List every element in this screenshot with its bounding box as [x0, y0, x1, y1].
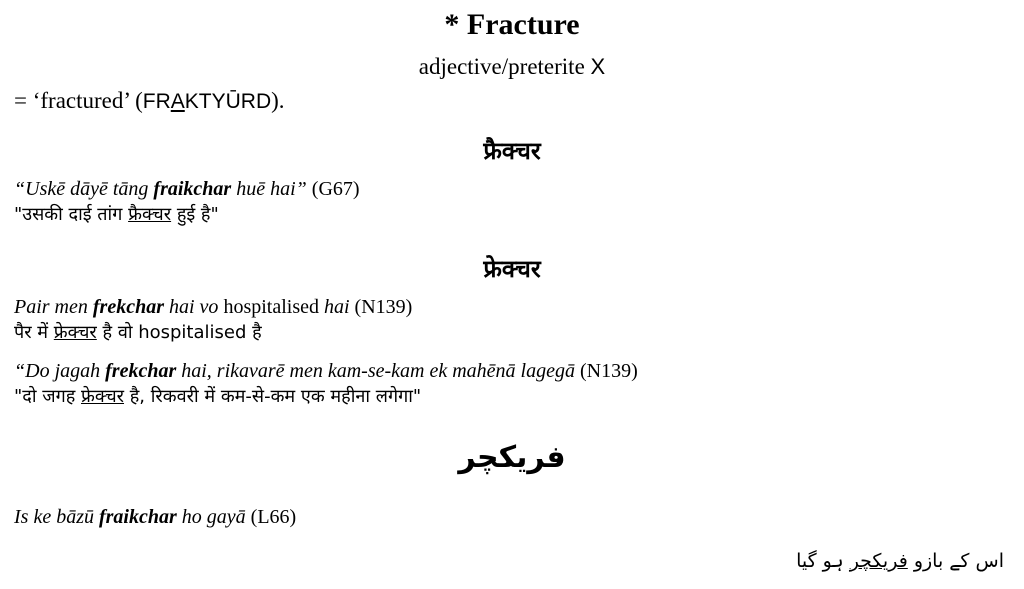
example-devanagari: पैर में फ्रेक्चर है वो hospitalised है: [14, 322, 262, 343]
gloss-suffix: ).: [271, 88, 285, 113]
part-of-speech: [0, 54, 1024, 80]
example-translit: “Uskē dāyē tāng fraikchar huē hai”: [14, 178, 307, 200]
pronunciation-part-b: KTYŪRD: [184, 90, 272, 113]
example-source: (L66): [245, 506, 297, 528]
example-keyword: frekchar: [92, 296, 164, 318]
example-roman-word: hospitalised: [223, 296, 319, 318]
section-heading-urdu: فریکچر: [458, 440, 566, 475]
example-line: [14, 178, 360, 201]
example-line: [14, 506, 296, 529]
pronunciation-part-a: FR: [142, 90, 171, 113]
example-translit: “Do jagah frekchar hai, rikavarē men kam-se-kam ek mahēnā lagegā: [14, 360, 575, 382]
example-keyword: frekchar: [105, 360, 177, 382]
example-source: (N139): [575, 360, 638, 382]
pronunciation: [143, 90, 271, 113]
example-keyword: fraikchar: [153, 178, 232, 200]
gloss-prefix: = ‘fractured’ (: [14, 88, 143, 113]
example-keyword-devanagari: फ्रेक्चर: [81, 386, 125, 407]
example-keyword: fraikchar: [98, 506, 177, 528]
part-of-speech-text: adjective/preterite: [418, 54, 585, 79]
example-devanagari: "उसकी दाई तांग फ्रैक्चर हुई है": [14, 204, 219, 225]
pronunciation-stressed: A: [170, 90, 185, 113]
example-devanagari: "दो जगह फ्रेक्चर है, रिकवरी में कम-से-कम एक महीना लगेगा": [14, 386, 422, 407]
example-urdu: اس کے بازو فریکچر ہو گیا: [796, 550, 1004, 572]
example-source: (N139): [349, 296, 413, 318]
example-keyword-devanagari: फ्रैक्चर: [128, 204, 172, 225]
pos-marker: X: [590, 54, 606, 79]
example-translit: Is ke bāzū fraikchar ho gayā: [14, 506, 246, 528]
section-heading-devanagari-1: फ्रैक्चर: [483, 137, 541, 165]
example-keyword-devanagari: फ्रेक्चर: [53, 322, 97, 343]
example-line: [14, 360, 638, 383]
example-line: Pair men frekchar hai vo hospitalised hai (N139): [14, 296, 413, 318]
section-heading-devanagari-2: फ्रेक्चर: [483, 255, 541, 283]
example-source: (G67): [306, 178, 360, 200]
example-keyword-urdu: فریکچر: [849, 550, 908, 572]
entry-title: * Fracture: [444, 8, 580, 41]
gloss-line: [14, 88, 285, 114]
example-translit: Pair men frekchar hai vo: [14, 296, 224, 318]
